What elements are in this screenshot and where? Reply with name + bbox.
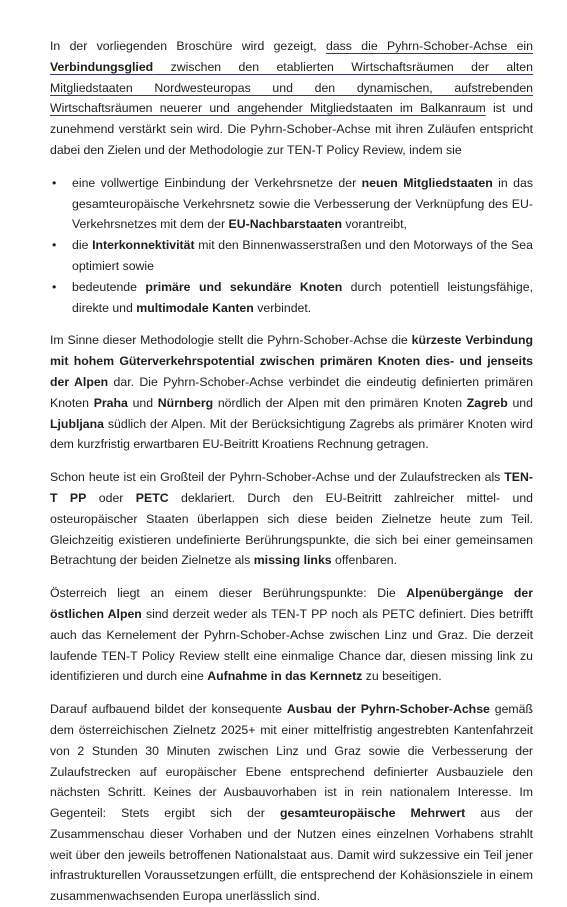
bold-term: multimodale Kanten bbox=[136, 300, 254, 315]
text-run: und bbox=[127, 395, 158, 410]
bold-term: Ausbau der Pyhrn-Schober-Achse bbox=[286, 702, 490, 717]
text-run: zu beseitigen. bbox=[362, 669, 442, 684]
bullet-marker: • bbox=[52, 279, 57, 294]
text-run: die bbox=[72, 238, 93, 253]
text-run: Österreich liegt an einem dieser Berührungspunkte: Die bbox=[50, 586, 407, 601]
bold-term: gesamteuropäische Mehrwert bbox=[279, 806, 466, 821]
text-run: oder bbox=[86, 490, 136, 505]
text-run: aus der Zusammenschau dieser Vorhaben und der Nutzen eines einzelnen Vorhabens strahlt weit über den jeweils betroffenen Nationalstaat aus. Damit wird sukzessive ein Teil jener infrastrukturellen Voraussetzungen erfüllt, die entsprechend der Kohäsionsziele in einem zusammenwachsenden Europa unerlässlich sind. bbox=[50, 806, 534, 904]
text-run: deklariert. Durch den EU-Beitritt zahlreicher mittel- und osteuropäischer Staaten überlappen sich diese beiden Zielnetze heute zum Teil. Gleichzeitig existieren undefinierte Berührungspunkte, die sich bei einer gemeinsamen Betrachtung der beiden Zielnetze als bbox=[50, 490, 533, 568]
text-run: nördlich der Alpen mit den primären Knoten bbox=[213, 395, 467, 410]
text-run: Darauf aufbauend bildet der konsequente bbox=[50, 702, 287, 717]
bullet-marker: • bbox=[52, 238, 57, 253]
bold-term: Verbindungsglied bbox=[50, 59, 154, 74]
bullet-list bbox=[50, 173, 533, 319]
bold-term: Nürnberg bbox=[157, 395, 214, 410]
text-run: dass die Pyhrn-Schober-Achse ein bbox=[325, 39, 534, 53]
paragraph-methodology bbox=[50, 330, 533, 455]
bold-term: Ljubljana bbox=[50, 416, 104, 431]
text-run: Schon heute ist ein Großteil der Pyhrn-Schober-Achse und der Zulaufstrecken als bbox=[50, 470, 505, 485]
paragraph-networks bbox=[50, 467, 533, 571]
text-run: dar. Die Pyhrn-Schober-Achse verbindet die eindeutig definierten primären Knoten bbox=[50, 374, 533, 410]
text-run: sind derzeit weder als TEN-T PP noch als PETC definiert. Dies betrifft auch das Kernelement der Pyhrn-Schober-Achse zwischen Linz und Graz. Die derzeit laufende TEN-T Policy Review stellt eine einmalige Chance dar, diesen missing link zu identifizieren und durch eine bbox=[50, 606, 533, 684]
text-run: verbindet. bbox=[253, 300, 312, 315]
bullet-marker: • bbox=[52, 175, 57, 190]
text-run: offenbaren. bbox=[331, 553, 398, 568]
bold-term: Aufnahme in das Kernnetz bbox=[207, 669, 363, 684]
bold-term: kürzeste Verbindung mit hohem Güterverkehrspotential zwischen primären Knoten dies- und jenseits der Alpen bbox=[50, 333, 533, 389]
text-run: Im Sinne dieser Methodologie stellt die Pyhrn-Schober-Achse die bbox=[50, 333, 412, 348]
bold-term: Zagreb bbox=[466, 395, 508, 410]
text-run: gemäß dem österreichischen Zielnetz 2025+ mit einer mittelfristig angestrebten Kantenfahrzeit von 2 Stunden 30 Minuten zwischen Linz und Graz sowie die Verbesserung der Zulaufstrecken auf europäischer Ebene entsprechend definierter Ausbauziele den nächsten Schritt. Keines der Ausbauvorhaben ist in rein nationalem Interesse. Im Gegenteil: Stets ergibt sich der bbox=[50, 702, 533, 821]
bold-term: primäre und sekundäre Knoten bbox=[145, 279, 343, 294]
text-run: durch potentiell leistungsfähige, direkte und bbox=[72, 279, 533, 315]
bold-term: TEN-T PP bbox=[50, 470, 533, 505]
list-item bbox=[50, 277, 533, 319]
list-item bbox=[50, 173, 533, 235]
paragraph-expansion bbox=[50, 699, 533, 907]
bold-term: neuen Mitgliedstaaten bbox=[361, 175, 493, 190]
text-run: in das gesamteuropäische Verkehrsnetz sowie die Verbesserung der Verknüpfung des EU-Verkehrsnetzes mit dem der bbox=[72, 175, 533, 232]
text-run: bedeutende bbox=[72, 279, 146, 294]
bold-term: Praha bbox=[93, 395, 128, 410]
paragraph-austria bbox=[50, 583, 533, 687]
text-run: und bbox=[507, 395, 533, 410]
text-run: ist und zunehmend verstärkt sein wird. Die Pyhrn-Schober-Achse mit ihren Zuläufen entspricht dabei den Zielen und der Methodologie zur TEN-T Policy Review, indem sie bbox=[50, 101, 533, 157]
bold-term: Interkonnektivität bbox=[92, 238, 195, 253]
paragraph-intro bbox=[50, 36, 533, 161]
text-run: vorantreibt, bbox=[341, 217, 407, 232]
text-run: südlich der Alpen. Mit der Berücksichtigung Zagrebs als primärer Knoten wird dem kurzfristig erwartbaren EU-Beitritt Kroatiens Rechnung getragen. bbox=[50, 416, 533, 452]
bold-term: EU-Nachbarstaaten bbox=[228, 217, 342, 232]
bold-term: Alpenübergänge der östlichen Alpen bbox=[50, 586, 534, 621]
text-run: In der vorliegenden Broschüre wird gezeigt, bbox=[50, 39, 326, 53]
text-run: zwischen den etablierten Wirtschaftsräumen der alten Mitgliedstaaten Nordwesteuropas und den dynamischen, aufstrebenden Wirtschaftsräumen neuerer und angehender Mitgliedstaaten im Balkanraum bbox=[50, 59, 533, 116]
text-run: eine vollwertige Einbindung der Verkehrsnetze der bbox=[72, 175, 362, 190]
text-run: mit den Binnenwasserstraßen und den Motorways of the Sea optimiert sowie bbox=[72, 238, 533, 273]
bold-term: PETC bbox=[135, 490, 169, 505]
list-item bbox=[50, 235, 533, 277]
bold-term: missing links bbox=[253, 553, 332, 568]
